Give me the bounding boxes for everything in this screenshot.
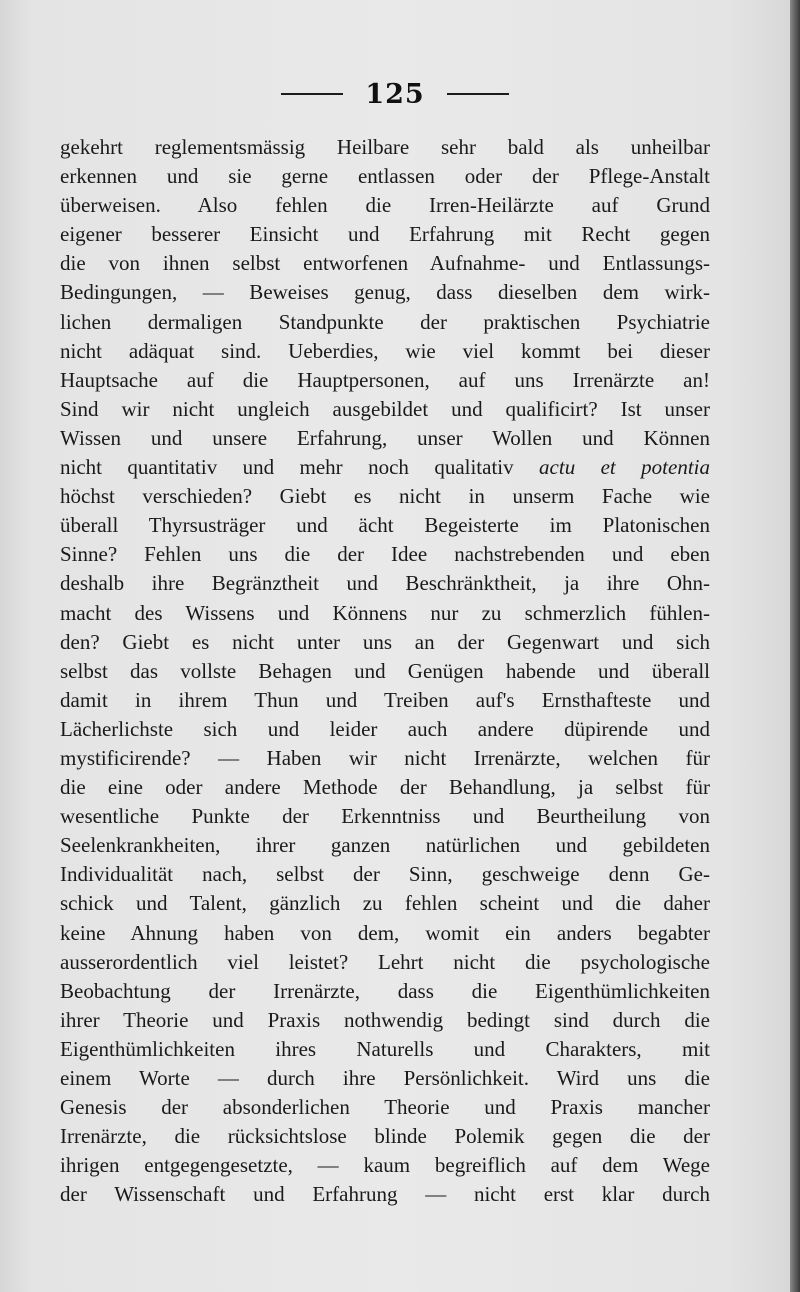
text-line: lichen dermaligen Standpunkte der praktischen Psychiatrie [60, 309, 710, 334]
text-line: den? Giebt es nicht unter uns an der Gegenwart und sich [60, 629, 710, 654]
text-line: damit in ihrem Thun und Treiben auf's Ernsthafteste und [60, 687, 710, 712]
text-line: keine Ahnung haben von dem, womit ein anders begabter [60, 920, 710, 945]
text-line: Lächerlichste sich und leider auch andere düpirende und [60, 716, 710, 741]
text-line: schick und Talent, gänzlich zu fehlen scheint und die daher [60, 891, 710, 916]
body-text [60, 133, 710, 1209]
text-line: ihrer Theorie und Praxis nothwendig bedingt sind durch die [60, 1007, 710, 1032]
text-line: eigener besserer Einsicht und Erfahrung mit Recht gegen [60, 222, 710, 247]
text-line: erkennen und sie gerne entlassen oder der Pflege-Anstalt [60, 164, 710, 189]
text-line: macht des Wissens und Könnens nur zu schmerzlich fühlen- [60, 600, 710, 625]
text-line: Genesis der absonderlichen Theorie und Praxis mancher [60, 1095, 710, 1120]
text-line: Sind wir nicht ungleich ausgebildet und qualificirt? Ist unser [60, 396, 710, 421]
text-line: ausserordentlich viel leistet? Lehrt nicht die psychologische [60, 949, 710, 974]
text-line: mystificirende? — Haben wir nicht Irrenärzte, welchen für [60, 745, 710, 770]
text-line: einem Worte — durch ihre Persönlichkeit. Wird uns die [60, 1066, 710, 1090]
text-line-with-italic: nicht quantitativ und mehr noch qualitativ actu et potentia [60, 455, 710, 480]
text-line: Seelenkrankheiten, ihrer ganzen natürlichen und gebildeten [60, 833, 710, 858]
text-line: der Wissenschaft und Erfahrung — nicht erst klar durch [60, 1182, 710, 1207]
text-line: Bedingungen, — Beweises genug, dass dieselben dem wirk- [60, 280, 710, 305]
page-number: 125 [365, 78, 425, 110]
text-line: die von ihnen selbst entworfenen Aufnahme- und Entlassungs- [60, 251, 710, 276]
text-line: Hauptsache auf die Hauptpersonen, auf uns Irrenärzte an! [60, 367, 710, 392]
text-line: ihrigen entgegengesetzte, — kaum begreiflich auf dem Wege [60, 1153, 710, 1178]
text-line: Individualität nach, selbst der Sinn, geschweige denn Ge- [60, 862, 710, 887]
text-line: selbst das vollste Behagen und Genügen habende und überall [60, 658, 710, 683]
header-rule-left [281, 93, 343, 95]
page-header [0, 74, 790, 114]
text-line: überweisen. Also fehlen die Irren-Heilärzte auf Grund [60, 193, 710, 218]
text-line: Sinne? Fehlen uns die der Idee nachstrebenden und eben [60, 542, 710, 567]
text-line: gekehrt reglementsmässig Heilbare sehr bald als unheilbar [60, 135, 710, 159]
text-line: die eine oder andere Methode der Behandlung, ja selbst für [60, 775, 710, 800]
text-line: Eigenthümlichkeiten ihres Naturells und Charakters, mit [60, 1036, 710, 1061]
text-line: Irrenärzte, die rücksichtslose blinde Polemik gegen die der [60, 1124, 710, 1149]
text-line: wesentliche Punkte der Erkenntniss und Beurtheilung von [60, 804, 710, 829]
text-line: Beobachtung der Irrenärzte, dass die Eigenthümlichkeiten [60, 978, 710, 1003]
page-edge-shadow [790, 0, 800, 1292]
text-line: höchst verschieden? Giebt es nicht in unserm Fache wie [60, 484, 710, 509]
text-line: nicht adäquat sind. Ueberdies, wie viel kommt bei dieser [60, 338, 710, 363]
header-rule-right [447, 93, 509, 95]
text-line: Wissen und unsere Erfahrung, unser Wollen und Können [60, 425, 710, 450]
text-line: deshalb ihre Begränztheit und Beschränktheit, ja ihre Ohn- [60, 571, 710, 596]
italic-phrase: actu et potentia [539, 455, 710, 480]
text-line: überall Thyrsusträger und ächt Begeisterte im Platonischen [60, 513, 710, 538]
